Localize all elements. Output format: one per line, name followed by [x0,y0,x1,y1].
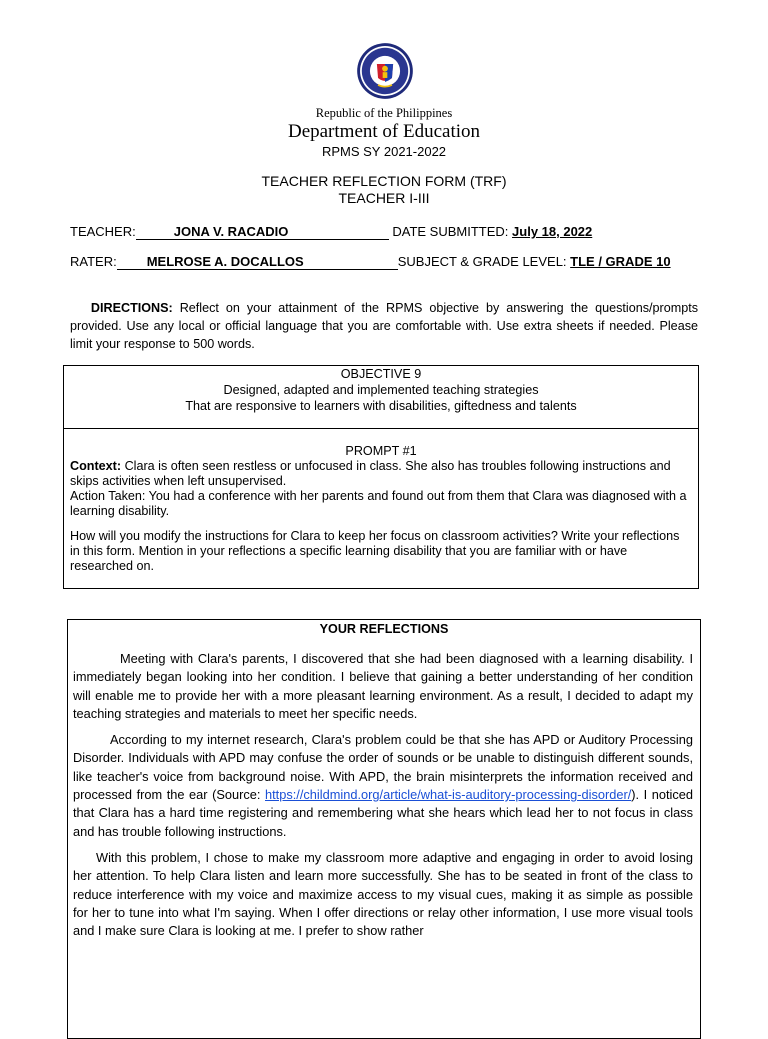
context-label: Context: [70,459,122,473]
reflections-title: YOUR REFLECTIONS [319,622,449,636]
rater-name: MELROSE A. DOCALLOS [117,255,398,270]
reflection-paragraph-2 [73,731,693,841]
teacher-row [70,224,592,240]
republic-heading: Republic of the Philippines [315,106,453,120]
prompt-context [70,459,692,489]
reflections-box [67,619,701,1039]
source-link[interactable]: https://childmind.org/article/what-is-auditory-processing-disorder/ [265,787,632,803]
objective-divider [64,428,698,429]
teacher-name: JONA V. RACADIO [136,225,389,240]
subject-label: SUBJECT & GRADE LEVEL: [397,254,567,269]
prompt-action-taken: Action Taken: You had a conference with her parents and found out from them that Clara was diagnosed with a learning disability. [70,489,687,518]
objective-title: OBJECTIVE 9 [340,367,422,381]
subject-value: TLE / GRADE 10 [570,254,671,269]
department-heading: Department of Education [287,121,481,142]
objective-header [64,366,698,414]
reflection-p2-end: ). I noticed that Clara has a hard time registering and remembering what she hears which lead her to not focus in class and has trouble following instructions. [73,787,694,839]
reflection-p2-text: According to my internet research, Clara's problem could be that she has APD or Auditory Processing Disorder. Individuals with APD may confuse the order of sounds or be unable to distinguish different sounds, like teacher's voice from background noise. With APD, the brain misinterprets the information received and processed from the ear (Source: [73,732,693,803]
reflection-paragraph-3: With this problem, I chose to make my classroom more adaptive and engaging in order to avoid losing her attention. To help Clara listen and learn more successfully. She has to be seated in front of the class to reduce interference with my voice and maximize access to my visual cues, making it as simple as possible for her to tune into what I'm saying. When I offer directions or relay other information, I use more visual tools and I make sure Clara is looking at me. I prefer to show rather [73,849,693,939]
form-title: TEACHER REFLECTION FORM (TRF) [261,173,507,189]
objective-line-2: That are responsive to learners with disabilities, giftedness and talents [185,399,577,413]
objective-box [63,365,699,589]
directions-label: DIRECTIONS: [90,301,173,315]
date-value: July 18, 2022 [512,224,593,239]
directions-text: Reflect on your attainment of the RPMS objective by answering the questions/prompts provided. Use any local or official language that you are comfortable with. Use extra sheets if needed. Please limit your response to 500 words. [70,301,698,351]
rpms-year: RPMS SY 2021-2022 [321,144,447,159]
teacher-label: TEACHER: [70,224,136,239]
teacher-level: TEACHER I-III [338,190,430,206]
date-label: DATE SUBMITTED: [392,224,509,239]
rater-row [70,254,671,270]
directions-paragraph [70,299,698,353]
prompt-section [70,444,692,574]
reflections-body [73,650,693,948]
reflection-paragraph-1: Meeting with Clara's parents, I discovered that she had been diagnosed with a learning disability. I immediately began looking into her condition. I believe that gaining a better understanding of her condition will enable me to provide her with a more pleasant learning environment. As a result, I decided to adapt my teaching strategies and materials to meet her specific needs. [73,651,693,721]
rater-label: RATER: [70,254,117,269]
prompt-title: PROMPT #1 [345,444,417,458]
objective-line-1: Designed, adapted and implemented teaching strategies [223,383,539,397]
deped-seal-logo [356,42,414,100]
context-text: Clara is often seen restless or unfocused in class. She also has troubles following instructions and skips activities when left unsupervised. [70,459,671,488]
prompt-question: How will you modify the instructions for Clara to keep her focus on classroom activities? Write your reflections in this form. Mention in your reflections a specific learning disability that you are familiar with or have researched on. [70,529,680,573]
